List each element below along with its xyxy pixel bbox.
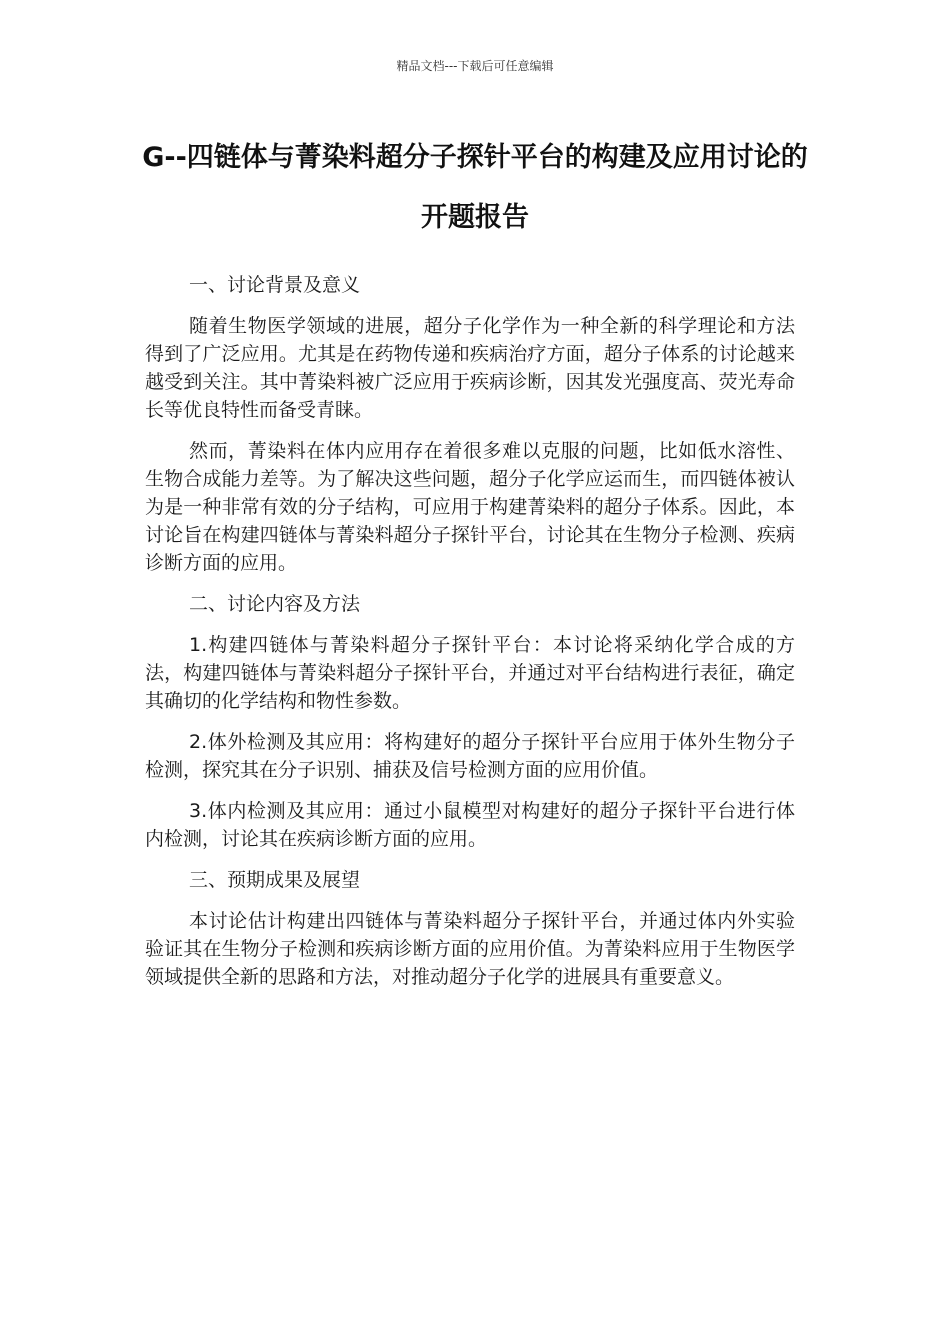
- header-note: 精品文档---下载后可任意编辑: [396, 59, 554, 73]
- paragraph-methods-1: 1.构建四链体与菁染料超分子探针平台：本讨论将采纳化学合成的方法，构建四链体与菁染料超分子探针平台，并通过对平台结构进行表征，确定其确切的化学结构和物性参数。: [145, 634, 795, 712]
- paragraph-background-2: 然而，菁染料在体内应用存在着很多难以克服的问题，比如低水溶性、生物合成能力差等。为了解决这些问题，超分子化学应运而生，而四链体被认为是一种非常有效的分子结构，可应用于构建菁染料的超分子体系。因此，本讨论旨在构建四链体与菁染料超分子探针平台，讨论其在生物分子检测、疾病诊断方面的应用。: [145, 440, 795, 574]
- paragraph-methods-2: 2.体外检测及其应用：将构建好的超分子探针平台应用于体外生物分子检测，探究其在分子识别、捕获及信号检测方面的应用价值。: [145, 731, 795, 781]
- document-body: [145, 271, 795, 1004]
- document-title: G--四链体与菁染料超分子探针平台的构建及应用讨论的开题报告: [142, 142, 808, 233]
- paragraph-outlook-1: 本讨论估计构建出四链体与菁染料超分子探针平台，并通过体内外实验验证其在生物分子检测和疾病诊断方面的应用价值。为菁染料应用于生物医学领域提供全新的思路和方法，对推动超分子化学的进展具有重要意义。: [145, 910, 795, 988]
- section-heading-outlook: 三、预期成果及展望: [189, 869, 361, 891]
- paragraph-background-1: 随着生物医学领域的进展，超分子化学作为一种全新的科学理论和方法得到了广泛应用。尤其是在药物传递和疾病治疗方面，超分子体系的讨论越来越受到关注。其中菁染料被广泛应用于疾病诊断，因其发光强度高、荧光寿命长等优良特性而备受青睐。: [145, 315, 795, 421]
- section-heading-methods: 二、讨论内容及方法: [189, 593, 361, 615]
- paragraph-methods-3: 3.体内检测及其应用：通过小鼠模型对构建好的超分子探针平台进行体内检测，讨论其在疾病诊断方面的应用。: [145, 800, 795, 850]
- section-heading-background: 一、讨论背景及意义: [189, 274, 361, 296]
